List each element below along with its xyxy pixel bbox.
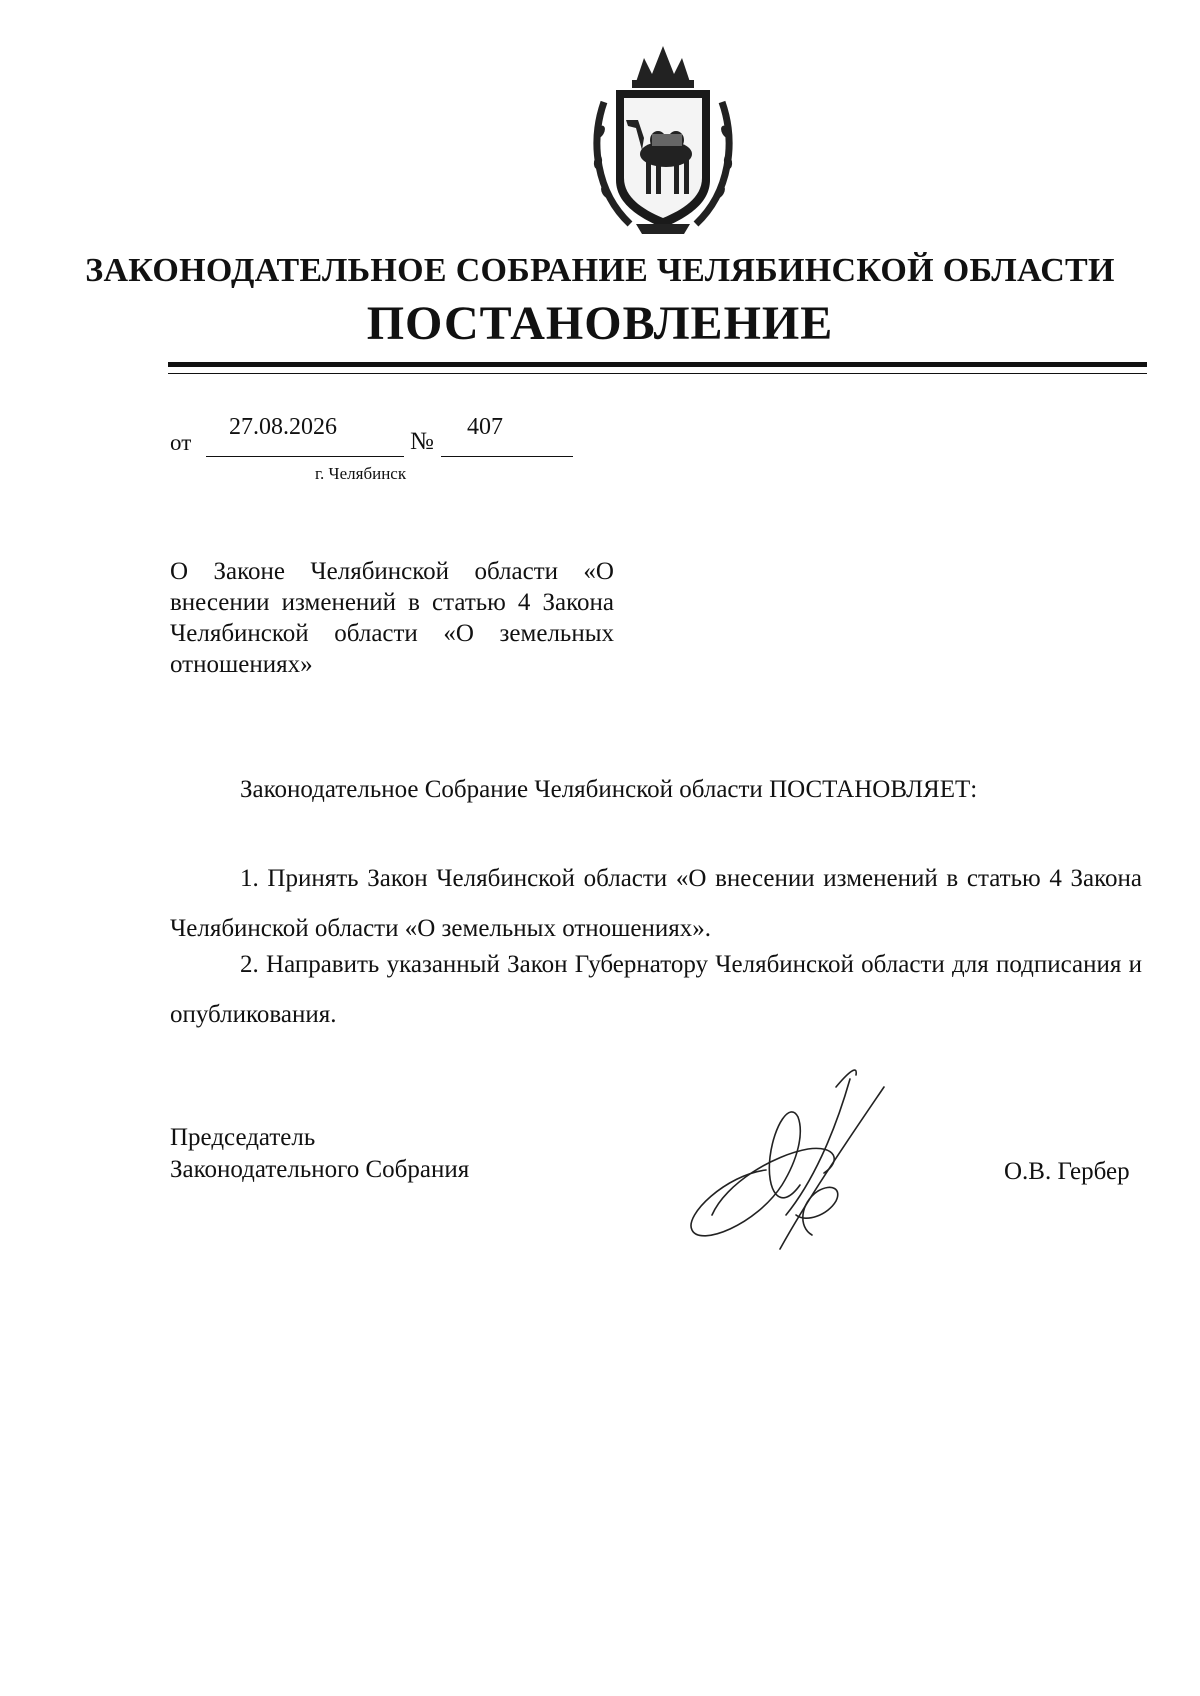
signatory-position xyxy=(170,1122,469,1186)
resolution-intro: Законодательное Собрание Челябинской области ПОСТАНОВЛЯЕТ: xyxy=(240,776,978,803)
resolution-item: 2. Направить указанный Закон Губернатору Челябинской области для подписания и опубликования. xyxy=(170,951,1142,1028)
signatory-position-line2: Законодательного Собрания xyxy=(170,1156,470,1183)
signatory-name: О.В. Гербер xyxy=(1004,1158,1130,1185)
header-rule-thick xyxy=(168,362,1147,367)
document-type: ПОСТАНОВЛЕНИЕ xyxy=(366,297,834,350)
date-underline xyxy=(206,456,404,457)
number-prefix: № xyxy=(410,428,434,455)
date-prefix: от xyxy=(170,430,192,455)
coat-of-arms-emblem xyxy=(586,42,740,238)
header-rule-thin xyxy=(168,373,1147,374)
number-underline xyxy=(441,456,573,457)
handwritten-signature xyxy=(686,1065,936,1255)
signatory-position-line1: Председатель xyxy=(170,1124,316,1151)
document-subject: О Законе Челябинской области «О внесении изменений в статью 4 Закона Челябинской области «О земельных отношениях» xyxy=(170,558,614,678)
document-city: г. Челябинск xyxy=(315,464,407,483)
document-number: 407 xyxy=(467,414,503,440)
organization-title: ЗАКОНОДАТЕЛЬНОЕ СОБРАНИЕ ЧЕЛЯБИНСКОЙ ОБЛАСТИ xyxy=(85,252,1115,289)
crown-icon xyxy=(632,46,694,88)
resolution-item: 1. Принять Закон Челябинской области «О внесении изменений в статью 4 Закона Челябинской области «О земельных отношениях». xyxy=(170,865,1142,942)
document-date: 27.08.2026 xyxy=(229,414,337,440)
